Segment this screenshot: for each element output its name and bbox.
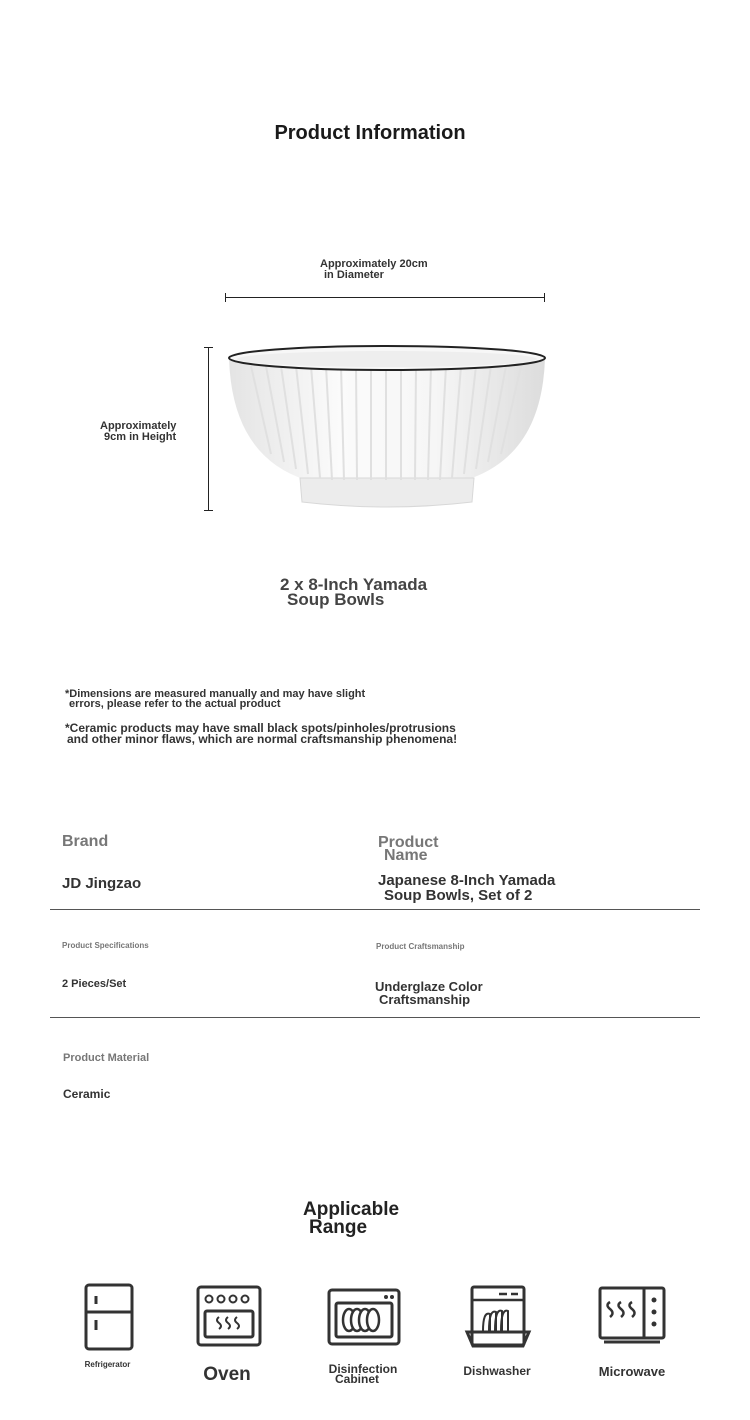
note-ceramic: *Ceramic products may have small black spots/pinholes/protrusions and other minor flaws, which are normal craftsmanship phenomena! (65, 721, 458, 746)
disinfection-cabinet-icon (325, 1286, 405, 1350)
brand-label: Brand (62, 833, 109, 850)
microwave-label: Microwave (598, 1364, 666, 1379)
material-label: Product Material (63, 1052, 150, 1064)
note-dimensions: *Dimensions are measured manually and may have slight errors, please refer to the actual product (65, 688, 366, 710)
microwave-icon (596, 1284, 672, 1348)
dishwasher-icon (463, 1284, 533, 1356)
dishwasher-label: Dishwasher (463, 1364, 531, 1378)
diameter-label: Approximately 20cm in Diameter (320, 258, 428, 281)
diameter-measure-line (225, 297, 545, 298)
oven-icon (194, 1283, 266, 1355)
craftsmanship-value: Underglaze Color Craftsmanship (375, 979, 483, 1007)
bowl-image (226, 344, 548, 514)
page-title: Product Information (274, 122, 466, 144)
refrigerator-icon (76, 1282, 144, 1354)
divider (50, 909, 700, 910)
product-name-value: Japanese 8-Inch Yamada Soup Bowls, Set of 2 (378, 872, 556, 904)
material-value: Ceramic (63, 1087, 111, 1101)
specification-value: 2 Pieces/Set (62, 978, 127, 990)
height-label: Approximately 9cm in Height (100, 420, 177, 443)
applicable-range-title: Applicable Range (303, 1199, 400, 1238)
refrigerator-label: Refrigerator (84, 1360, 131, 1369)
specification-label: Product Specifications (62, 941, 149, 950)
height-measure-line (208, 347, 209, 511)
craftsmanship-label: Product Craftsmanship (376, 942, 465, 951)
brand-value: JD Jingzao (62, 875, 142, 892)
oven-label: Oven (203, 1364, 251, 1385)
divider (50, 1017, 700, 1018)
product-name-label: Product Name (378, 834, 439, 864)
disinfection-cabinet-label: Disinfection Cabinet (328, 1362, 398, 1386)
product-headline: 2 x 8-Inch Yamada Soup Bowls (280, 575, 428, 609)
